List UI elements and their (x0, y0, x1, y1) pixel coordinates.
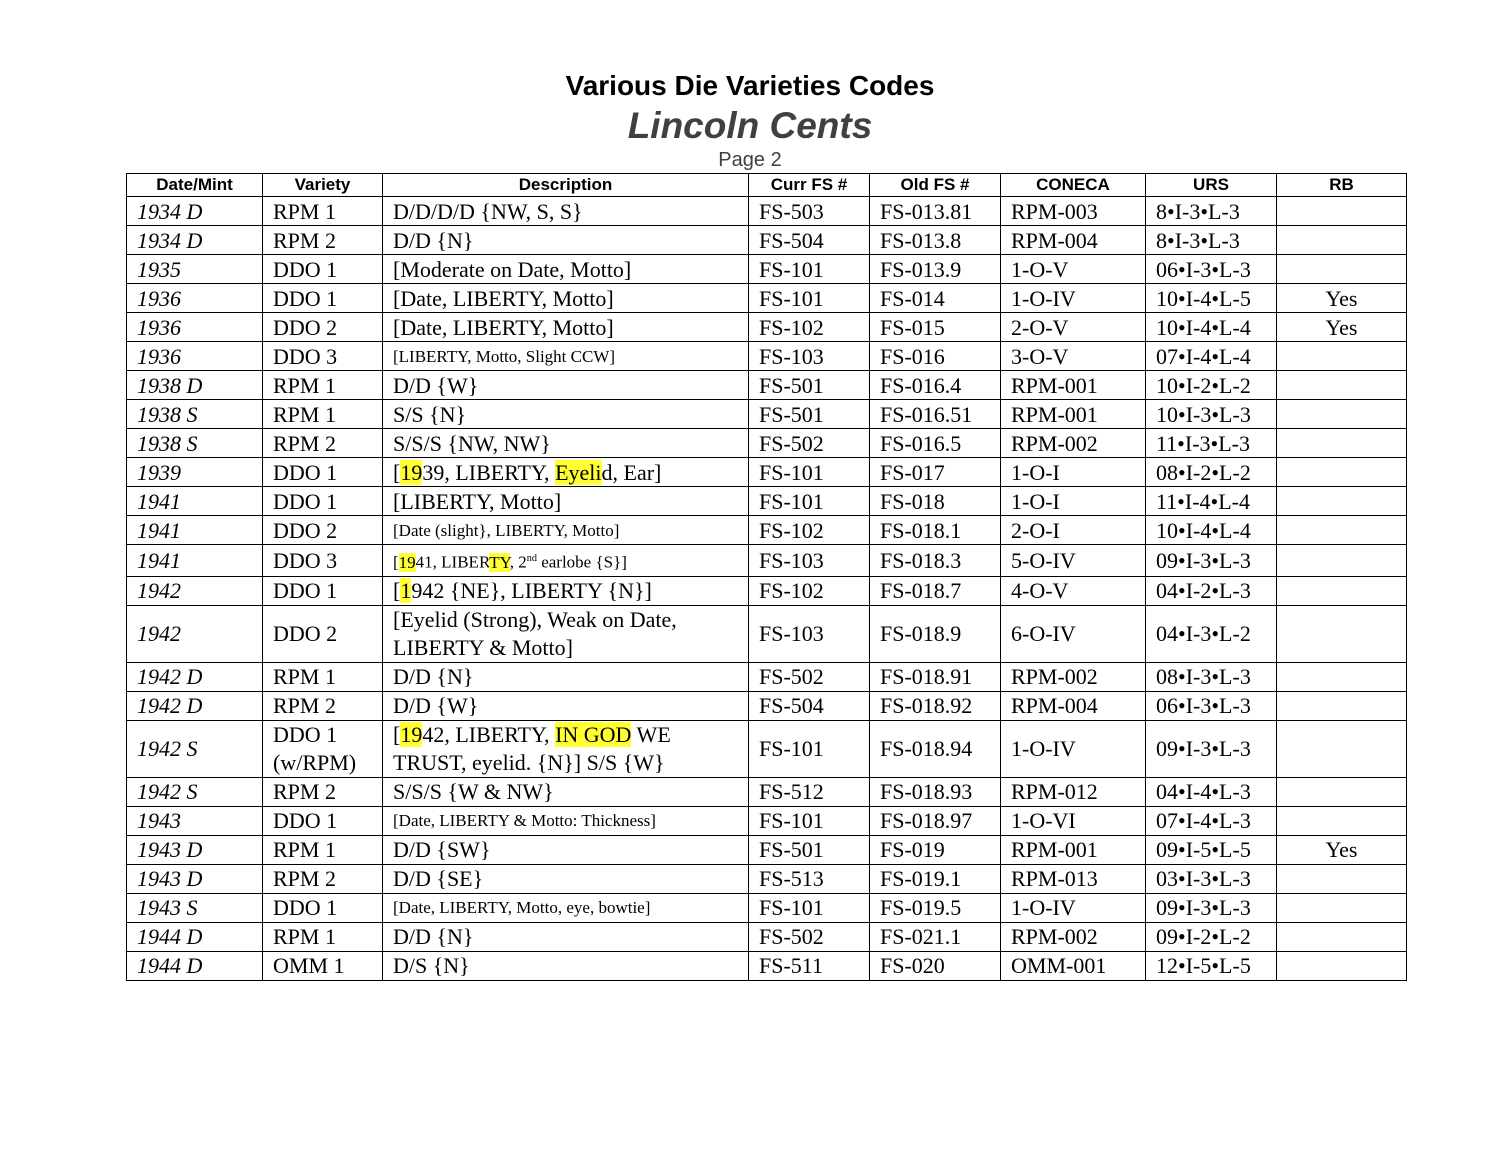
table-row (127, 313, 1407, 342)
date-mint-cell: 1938 S (127, 400, 263, 429)
date-mint-cell: 1936 (127, 284, 263, 313)
old-fs-cell: FS-020 (870, 951, 1001, 980)
rb-cell (1277, 429, 1407, 458)
description-cell: D/D {SE} (383, 864, 749, 893)
old-fs-cell: FS-018 (870, 487, 1001, 516)
coneca-cell: RPM-012 (1001, 777, 1146, 806)
rb-cell (1277, 777, 1407, 806)
rb-cell (1277, 893, 1407, 922)
rb-cell (1277, 806, 1407, 835)
description-cell: [Date, LIBERTY, Motto] (383, 313, 749, 342)
rb-cell (1277, 922, 1407, 951)
coneca-cell: RPM-002 (1001, 429, 1146, 458)
column-header-coneca: CONECA (1001, 174, 1146, 197)
old-fs-cell: FS-018.93 (870, 777, 1001, 806)
variety-cell: RPM 1 (263, 197, 383, 226)
date-mint-cell: 1942 S (127, 720, 263, 777)
column-header-date-mint: Date/Mint (127, 174, 263, 197)
rb-cell (1277, 720, 1407, 777)
variety-cell: RPM 2 (263, 864, 383, 893)
description-cell: [Date, LIBERTY & Motto: Thickness] (383, 806, 749, 835)
table-row (127, 691, 1407, 720)
variety-cell: DDO 1 (263, 487, 383, 516)
rb-cell: Yes (1277, 284, 1407, 313)
date-mint-cell: 1943 (127, 806, 263, 835)
column-header-rb: RB (1277, 174, 1407, 197)
rb-cell (1277, 197, 1407, 226)
coneca-cell: 6-O-IV (1001, 605, 1146, 662)
urs-cell: 07•I-4•L-3 (1146, 806, 1277, 835)
column-header-urs: URS (1146, 174, 1277, 197)
coneca-cell: OMM-001 (1001, 951, 1146, 980)
date-mint-cell: 1934 D (127, 226, 263, 255)
old-fs-cell: FS-014 (870, 284, 1001, 313)
table-row (127, 371, 1407, 400)
coneca-cell: RPM-013 (1001, 864, 1146, 893)
rb-cell (1277, 371, 1407, 400)
old-fs-cell: FS-018.91 (870, 662, 1001, 691)
curr-fs-cell: FS-103 (749, 605, 870, 662)
highlighted-text: IN GOD (555, 721, 632, 747)
description-cell: D/D/D/D {NW, S, S} (383, 197, 749, 226)
date-mint-cell: 1944 D (127, 922, 263, 951)
rb-cell (1277, 662, 1407, 691)
column-header-variety: Variety (263, 174, 383, 197)
curr-fs-cell: FS-101 (749, 806, 870, 835)
description-cell: [Date, LIBERTY, Motto] (383, 284, 749, 313)
curr-fs-cell: FS-102 (749, 576, 870, 605)
coneca-cell: RPM-003 (1001, 197, 1146, 226)
variety-cell: DDO 1 (263, 284, 383, 313)
curr-fs-cell: FS-502 (749, 922, 870, 951)
variety-cell: DDO 2 (263, 605, 383, 662)
old-fs-cell: FS-016.5 (870, 429, 1001, 458)
description-cell: [LIBERTY, Motto, Slight CCW] (383, 342, 749, 371)
urs-cell: 10•I-2•L-2 (1146, 371, 1277, 400)
curr-fs-cell: FS-502 (749, 662, 870, 691)
table-row (127, 922, 1407, 951)
curr-fs-cell: FS-503 (749, 197, 870, 226)
description-cell: [Date, LIBERTY, Motto, eye, bowtie] (383, 893, 749, 922)
old-fs-cell: FS-018.9 (870, 605, 1001, 662)
rb-cell: Yes (1277, 835, 1407, 864)
variety-cell: DDO 1 (263, 806, 383, 835)
coneca-cell: 3-O-V (1001, 342, 1146, 371)
variety-cell: RPM 1 (263, 371, 383, 400)
variety-cell: RPM 2 (263, 691, 383, 720)
table-row (127, 429, 1407, 458)
table-row (127, 197, 1407, 226)
curr-fs-cell: FS-504 (749, 691, 870, 720)
date-mint-cell: 1934 D (127, 197, 263, 226)
urs-cell: 8•I-3•L-3 (1146, 197, 1277, 226)
curr-fs-cell: FS-511 (749, 951, 870, 980)
urs-cell: 10•I-4•L-5 (1146, 284, 1277, 313)
table-row (127, 662, 1407, 691)
header-row (127, 174, 1407, 197)
variety-cell: DDO 2 (263, 313, 383, 342)
table-row (127, 342, 1407, 371)
urs-cell: 11•I-4•L-4 (1146, 487, 1277, 516)
curr-fs-cell: FS-101 (749, 893, 870, 922)
urs-cell: 09•I-3•L-3 (1146, 545, 1277, 577)
urs-cell: 06•I-3•L-3 (1146, 691, 1277, 720)
curr-fs-cell: FS-513 (749, 864, 870, 893)
old-fs-cell: FS-013.9 (870, 255, 1001, 284)
description-cell: D/D {SW} (383, 835, 749, 864)
curr-fs-cell: FS-504 (749, 226, 870, 255)
table-row (127, 951, 1407, 980)
coneca-cell: RPM-004 (1001, 691, 1146, 720)
variety-cell: DDO 1 (w/RPM) (263, 720, 383, 777)
curr-fs-cell: FS-101 (749, 720, 870, 777)
varieties-table (126, 173, 1407, 981)
date-mint-cell: 1936 (127, 342, 263, 371)
variety-cell: RPM 1 (263, 835, 383, 864)
urs-cell: 04•I-2•L-3 (1146, 576, 1277, 605)
date-mint-cell: 1942 S (127, 777, 263, 806)
rb-cell (1277, 951, 1407, 980)
urs-cell: 08•I-3•L-3 (1146, 662, 1277, 691)
description-cell: [Moderate on Date, Motto] (383, 255, 749, 284)
description-cell: D/D {N} (383, 662, 749, 691)
table-row (127, 284, 1407, 313)
old-fs-cell: FS-013.81 (870, 197, 1001, 226)
description-cell: D/S {N} (383, 951, 749, 980)
date-mint-cell: 1941 (127, 516, 263, 545)
variety-cell: DDO 1 (263, 576, 383, 605)
curr-fs-cell: FS-101 (749, 284, 870, 313)
date-mint-cell: 1941 (127, 545, 263, 577)
description-cell: [1941, LIBERTY, 2nd earlobe {S}] (383, 545, 749, 577)
date-mint-cell: 1938 D (127, 371, 263, 400)
coneca-cell: 1-O-V (1001, 255, 1146, 284)
old-fs-cell: FS-018.92 (870, 691, 1001, 720)
description-cell: D/D {N} (383, 922, 749, 951)
curr-fs-cell: FS-101 (749, 255, 870, 284)
description-cell: D/D {N} (383, 226, 749, 255)
curr-fs-cell: FS-501 (749, 400, 870, 429)
description-cell: D/D {W} (383, 371, 749, 400)
curr-fs-cell: FS-102 (749, 313, 870, 342)
curr-fs-cell: FS-101 (749, 458, 870, 487)
table-row (127, 893, 1407, 922)
urs-cell: 10•I-3•L-3 (1146, 400, 1277, 429)
variety-cell: DDO 1 (263, 458, 383, 487)
variety-cell: RPM 2 (263, 226, 383, 255)
urs-cell: 09•I-3•L-3 (1146, 893, 1277, 922)
variety-cell: RPM 1 (263, 400, 383, 429)
old-fs-cell: FS-017 (870, 458, 1001, 487)
old-fs-cell: FS-018.7 (870, 576, 1001, 605)
table-row (127, 487, 1407, 516)
variety-cell: RPM 1 (263, 662, 383, 691)
column-header-description: Description (383, 174, 749, 197)
urs-cell: 09•I-3•L-3 (1146, 720, 1277, 777)
coneca-cell: RPM-001 (1001, 835, 1146, 864)
table-row (127, 576, 1407, 605)
curr-fs-cell: FS-512 (749, 777, 870, 806)
variety-cell: DDO 3 (263, 545, 383, 577)
coneca-cell: RPM-002 (1001, 922, 1146, 951)
table-body (127, 197, 1407, 981)
coneca-cell: RPM-002 (1001, 662, 1146, 691)
date-mint-cell: 1943 S (127, 893, 263, 922)
rb-cell (1277, 605, 1407, 662)
description-cell: [Date (slight}, LIBERTY, Motto] (383, 516, 749, 545)
rb-cell (1277, 226, 1407, 255)
description-cell: S/S {N} (383, 400, 749, 429)
urs-cell: 09•I-2•L-2 (1146, 922, 1277, 951)
column-header-curr-fs: Curr FS # (749, 174, 870, 197)
coneca-cell: 5-O-IV (1001, 545, 1146, 577)
table-row (127, 226, 1407, 255)
date-mint-cell: 1939 (127, 458, 263, 487)
variety-cell: RPM 2 (263, 777, 383, 806)
coneca-cell: 1-O-I (1001, 458, 1146, 487)
highlighted-text: Eyeli (555, 459, 602, 485)
urs-cell: 06•I-3•L-3 (1146, 255, 1277, 284)
rb-cell (1277, 458, 1407, 487)
variety-cell: DDO 1 (263, 255, 383, 284)
old-fs-cell: FS-018.94 (870, 720, 1001, 777)
highlighted-text: 19 (398, 552, 416, 572)
table-row (127, 545, 1407, 577)
old-fs-cell: FS-016.4 (870, 371, 1001, 400)
table-row (127, 720, 1407, 777)
curr-fs-cell: FS-103 (749, 545, 870, 577)
old-fs-cell: FS-018.1 (870, 516, 1001, 545)
variety-cell: OMM 1 (263, 951, 383, 980)
old-fs-cell: FS-013.8 (870, 226, 1001, 255)
coneca-cell: 2-O-I (1001, 516, 1146, 545)
variety-cell: DDO 2 (263, 516, 383, 545)
date-mint-cell: 1941 (127, 487, 263, 516)
old-fs-cell: FS-016.51 (870, 400, 1001, 429)
urs-cell: 10•I-4•L-4 (1146, 516, 1277, 545)
date-mint-cell: 1936 (127, 313, 263, 342)
coneca-cell: 1-O-VI (1001, 806, 1146, 835)
urs-cell: 03•I-3•L-3 (1146, 864, 1277, 893)
description-cell: [LIBERTY, Motto] (383, 487, 749, 516)
rb-cell (1277, 255, 1407, 284)
old-fs-cell: FS-018.97 (870, 806, 1001, 835)
rb-cell (1277, 516, 1407, 545)
description-cell: S/S/S {W & NW} (383, 777, 749, 806)
curr-fs-cell: FS-103 (749, 342, 870, 371)
coneca-cell: 4-O-V (1001, 576, 1146, 605)
rb-cell: Yes (1277, 313, 1407, 342)
highlighted-text: 1 (400, 578, 412, 604)
rb-cell (1277, 691, 1407, 720)
coneca-cell: RPM-001 (1001, 371, 1146, 400)
coneca-cell: 2-O-V (1001, 313, 1146, 342)
old-fs-cell: FS-019 (870, 835, 1001, 864)
coneca-cell: 1-O-I (1001, 487, 1146, 516)
variety-cell: DDO 1 (263, 893, 383, 922)
description-cell: [1939, LIBERTY, Eyelid, Ear] (383, 458, 749, 487)
curr-fs-cell: FS-102 (749, 516, 870, 545)
urs-cell: 07•I-4•L-4 (1146, 342, 1277, 371)
highlighted-text: 19 (400, 459, 423, 485)
date-mint-cell: 1942 (127, 605, 263, 662)
description-cell: [Eyelid (Strong), Weak on Date, LIBERTY & Motto] (383, 605, 749, 662)
curr-fs-cell: FS-502 (749, 429, 870, 458)
old-fs-cell: FS-016 (870, 342, 1001, 371)
document-title: Various Die Varieties Codes (565, 70, 935, 101)
table-row (127, 255, 1407, 284)
coneca-cell: RPM-004 (1001, 226, 1146, 255)
urs-cell: 10•I-4•L-4 (1146, 313, 1277, 342)
table-row (127, 777, 1407, 806)
column-header-old-fs: Old FS # (870, 174, 1001, 197)
highlighted-text: 19 (400, 721, 423, 747)
description-cell: [1942 {NE}, LIBERTY {N}] (383, 576, 749, 605)
table-row (127, 516, 1407, 545)
urs-cell: 04•I-3•L-2 (1146, 605, 1277, 662)
variety-cell: DDO 3 (263, 342, 383, 371)
table-row (127, 835, 1407, 864)
rb-cell (1277, 400, 1407, 429)
coneca-cell: 1-O-IV (1001, 284, 1146, 313)
date-mint-cell: 1942 (127, 576, 263, 605)
coneca-cell: RPM-001 (1001, 400, 1146, 429)
table-row (127, 605, 1407, 662)
date-mint-cell: 1942 D (127, 691, 263, 720)
curr-fs-cell: FS-101 (749, 487, 870, 516)
document-subtitle: Lincoln Cents (627, 105, 873, 146)
old-fs-cell: FS-019.5 (870, 893, 1001, 922)
rb-cell (1277, 487, 1407, 516)
rb-cell (1277, 576, 1407, 605)
table-row (127, 864, 1407, 893)
date-mint-cell: 1944 D (127, 951, 263, 980)
table-row (127, 458, 1407, 487)
date-mint-cell: 1942 D (127, 662, 263, 691)
curr-fs-cell: FS-501 (749, 371, 870, 400)
urs-cell: 08•I-2•L-2 (1146, 458, 1277, 487)
old-fs-cell: FS-019.1 (870, 864, 1001, 893)
urs-cell: 8•I-3•L-3 (1146, 226, 1277, 255)
highlighted-text: TY (489, 552, 510, 572)
date-mint-cell: 1943 D (127, 864, 263, 893)
description-cell: S/S/S {NW, NW} (383, 429, 749, 458)
description-cell: D/D {W} (383, 691, 749, 720)
date-mint-cell: 1938 S (127, 429, 263, 458)
old-fs-cell: FS-021.1 (870, 922, 1001, 951)
rb-cell (1277, 864, 1407, 893)
table-row (127, 806, 1407, 835)
page-number: Page 2 (718, 149, 782, 171)
variety-cell: RPM 2 (263, 429, 383, 458)
coneca-cell: 1-O-IV (1001, 893, 1146, 922)
urs-cell: 12•I-5•L-5 (1146, 951, 1277, 980)
rb-cell (1277, 545, 1407, 577)
urs-cell: 09•I-5•L-5 (1146, 835, 1277, 864)
table-row (127, 400, 1407, 429)
urs-cell: 04•I-4•L-3 (1146, 777, 1277, 806)
date-mint-cell: 1943 D (127, 835, 263, 864)
date-mint-cell: 1935 (127, 255, 263, 284)
variety-cell: RPM 1 (263, 922, 383, 951)
description-cell: [1942, LIBERTY, IN GOD WE TRUST, eyelid. {N}] S/S {W} (383, 720, 749, 777)
rb-cell (1277, 342, 1407, 371)
old-fs-cell: FS-018.3 (870, 545, 1001, 577)
urs-cell: 11•I-3•L-3 (1146, 429, 1277, 458)
coneca-cell: 1-O-IV (1001, 720, 1146, 777)
old-fs-cell: FS-015 (870, 313, 1001, 342)
curr-fs-cell: FS-501 (749, 835, 870, 864)
